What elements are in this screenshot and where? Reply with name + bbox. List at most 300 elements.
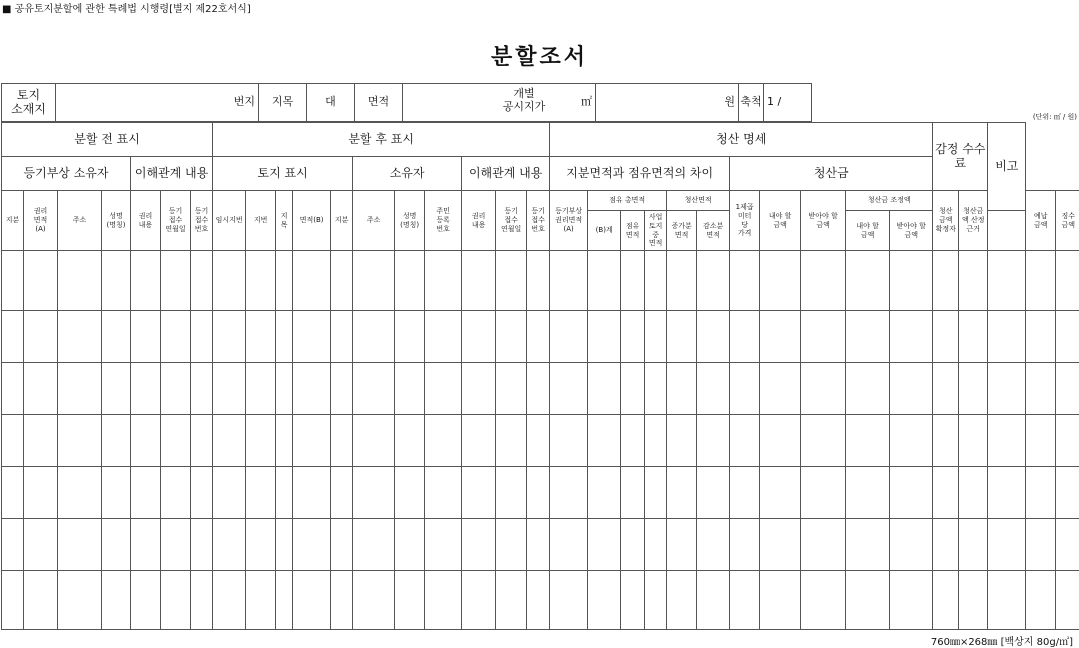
unit-note: (단위: ㎡ / 원) (1033, 112, 1077, 122)
col-right-area: 권리 면적 (A) (24, 191, 58, 251)
table-cell[interactable] (645, 311, 667, 363)
table-cell[interactable] (246, 467, 276, 519)
table-cell[interactable] (801, 519, 846, 571)
table-cell[interactable] (697, 415, 730, 467)
table-cell[interactable] (959, 571, 988, 630)
table-cell[interactable] (425, 363, 462, 415)
table-cell[interactable] (276, 415, 293, 467)
table-cell[interactable] (645, 467, 667, 519)
table-cell[interactable] (645, 251, 667, 311)
table-cell[interactable] (760, 519, 801, 571)
table-cell[interactable] (933, 311, 959, 363)
table-cell[interactable] (527, 363, 550, 415)
col-adjusted-group: 청산금 조정액 (846, 191, 933, 211)
table-cell[interactable] (246, 415, 276, 467)
table-cell[interactable] (890, 571, 933, 630)
table-cell[interactable] (331, 571, 353, 630)
table-cell[interactable] (846, 519, 890, 571)
table-cell[interactable] (527, 467, 550, 519)
table-cell[interactable] (191, 251, 213, 311)
col-serial-before: 지분 (2, 191, 24, 251)
table-cell[interactable] (102, 467, 131, 519)
table-cell[interactable] (933, 415, 959, 467)
table-cell[interactable] (1056, 519, 1079, 571)
table-cell[interactable] (246, 519, 276, 571)
table-cell[interactable] (588, 363, 621, 415)
table-cell[interactable] (933, 571, 959, 630)
table-cell[interactable] (191, 467, 213, 519)
table-cell[interactable] (2, 251, 24, 311)
table-cell[interactable] (58, 467, 102, 519)
table-cell[interactable] (213, 519, 246, 571)
table-cell[interactable] (1026, 311, 1056, 363)
table-cell[interactable] (1026, 363, 1056, 415)
table-cell[interactable] (645, 519, 667, 571)
table-cell[interactable] (395, 467, 425, 519)
table-cell[interactable] (621, 467, 645, 519)
table-cell[interactable] (527, 519, 550, 571)
col-serial-after: 지분 (331, 191, 353, 251)
table-cell[interactable] (550, 251, 588, 311)
table-cell[interactable] (462, 519, 496, 571)
table-cell[interactable] (58, 251, 102, 311)
scale-label: 축척 (739, 84, 764, 122)
col-right-content-after: 권리 내용 (462, 191, 496, 251)
header-before: 분할 전 표시 (2, 123, 213, 157)
table-cell[interactable] (462, 467, 496, 519)
table-cell[interactable] (621, 251, 645, 311)
col-receive-amount: 받아야 할 금액 (801, 191, 846, 251)
table-cell[interactable] (246, 363, 276, 415)
table-cell[interactable] (550, 571, 588, 630)
table-cell[interactable] (395, 311, 425, 363)
table-cell[interactable] (246, 571, 276, 630)
table-cell[interactable] (24, 311, 58, 363)
table-cell[interactable] (588, 251, 621, 311)
table-cell[interactable] (846, 311, 890, 363)
table-cell[interactable] (2, 415, 24, 467)
table-cell[interactable] (801, 415, 846, 467)
table-cell[interactable] (697, 251, 730, 311)
table-row (2, 415, 1079, 467)
table-cell[interactable] (58, 363, 102, 415)
table-cell[interactable] (890, 519, 933, 571)
table-cell[interactable] (131, 519, 161, 571)
table-cell[interactable] (2, 519, 24, 571)
table-cell[interactable] (293, 519, 331, 571)
table-cell[interactable] (697, 363, 730, 415)
table-cell[interactable] (425, 251, 462, 311)
table-cell[interactable] (697, 519, 730, 571)
table-cell[interactable] (550, 519, 588, 571)
table-cell[interactable] (959, 415, 988, 467)
table-cell[interactable] (353, 519, 395, 571)
table-cell[interactable] (353, 251, 395, 311)
table-cell[interactable] (102, 251, 131, 311)
table-cell[interactable] (161, 251, 191, 311)
table-cell[interactable] (1026, 571, 1056, 630)
land-category-value[interactable]: 대 (307, 84, 355, 122)
lot-no-label: 번지 (234, 95, 255, 108)
col-receipt-date-before: 등기 접수 연월일 (161, 191, 191, 251)
header-appraisal-fee: 감정 수수료 (933, 123, 988, 191)
table-cell[interactable] (588, 311, 621, 363)
table-cell[interactable] (496, 467, 527, 519)
table-cell[interactable] (730, 251, 760, 311)
table-cell[interactable] (846, 571, 890, 630)
table-cell[interactable] (58, 311, 102, 363)
table-cell[interactable] (331, 467, 353, 519)
table-cell[interactable] (131, 311, 161, 363)
table-cell[interactable] (1026, 519, 1056, 571)
table-cell[interactable] (293, 311, 331, 363)
table-cell[interactable] (959, 467, 988, 519)
table-cell[interactable] (24, 415, 58, 467)
col-pay-amount: 내야 할 금액 (760, 191, 801, 251)
col-area-b: 면적(B) (293, 191, 331, 251)
col-address-before: 주소 (58, 191, 102, 251)
area-label: 면적 (355, 84, 403, 122)
header-area-diff: 지분면적과 점유면적의 차이 (550, 157, 730, 191)
table-cell[interactable] (353, 467, 395, 519)
col-settle-decision: 청산 금액 확정자 (933, 191, 959, 251)
col-occupied-area-group: 점유 총면적 (588, 191, 667, 211)
col-address-after: 주소 (353, 191, 395, 251)
table-cell[interactable] (760, 251, 801, 311)
table-cell[interactable] (527, 251, 550, 311)
table-cell[interactable] (550, 363, 588, 415)
table-cell[interactable] (213, 251, 246, 311)
table-cell[interactable] (760, 415, 801, 467)
table-cell[interactable] (496, 363, 527, 415)
table-cell[interactable] (645, 363, 667, 415)
table-cell[interactable] (496, 519, 527, 571)
form-caption: ■ 공유토지분할에 관한 특례법 시행령[별지 제22호서식] (2, 0, 251, 15)
col-receipt-date-after: 등기 접수 연월일 (496, 191, 527, 251)
col-occ-own: 점유 면적 (621, 211, 645, 251)
table-cell[interactable] (353, 571, 395, 630)
table-cell[interactable] (760, 467, 801, 519)
currency-unit: 원 (724, 95, 735, 108)
table-cell[interactable] (988, 467, 1026, 519)
table-cell[interactable] (24, 251, 58, 311)
table-cell[interactable] (496, 251, 527, 311)
table-cell[interactable] (462, 311, 496, 363)
table-cell[interactable] (645, 415, 667, 467)
table-cell[interactable] (331, 251, 353, 311)
table-cell[interactable] (293, 363, 331, 415)
table-cell[interactable] (276, 251, 293, 311)
table-cell[interactable] (102, 571, 131, 630)
table-cell[interactable] (496, 415, 527, 467)
col-settle-basis: 청산금 액 산정 근거 (959, 191, 988, 251)
table-cell[interactable] (846, 415, 890, 467)
table-cell[interactable] (959, 251, 988, 311)
table-cell[interactable] (102, 363, 131, 415)
table-cell[interactable] (621, 311, 645, 363)
table-cell[interactable] (890, 251, 933, 311)
table-cell[interactable] (331, 415, 353, 467)
table-cell[interactable] (760, 363, 801, 415)
table-cell[interactable] (276, 571, 293, 630)
table-cell[interactable] (1056, 415, 1079, 467)
table-cell[interactable] (667, 467, 697, 519)
header-settlement: 청산 명세 (550, 123, 933, 157)
col-name-after: 성명 (명칭) (395, 191, 425, 251)
col-resident-no: 주민 등록 번호 (425, 191, 462, 251)
table-cell[interactable] (730, 467, 760, 519)
table-cell[interactable] (697, 467, 730, 519)
table-cell[interactable] (276, 467, 293, 519)
table-cell[interactable] (131, 467, 161, 519)
table-row (2, 571, 1079, 630)
table-cell[interactable] (246, 251, 276, 311)
header-interest-before: 이해관계 내용 (131, 157, 213, 191)
table-cell[interactable] (801, 571, 846, 630)
table-cell[interactable] (462, 415, 496, 467)
table-cell[interactable] (353, 363, 395, 415)
table-cell[interactable] (988, 571, 1026, 630)
col-adj-pay: 내야 할 금액 (846, 211, 890, 251)
table-cell[interactable] (890, 467, 933, 519)
table-cell[interactable] (588, 571, 621, 630)
table-cell[interactable] (1056, 311, 1079, 363)
table-cell[interactable] (496, 311, 527, 363)
table-cell[interactable] (1026, 415, 1056, 467)
col-tentative-lot: 임시지번 (213, 191, 246, 251)
table-cell[interactable] (933, 251, 959, 311)
area-value-cell[interactable] (403, 84, 596, 122)
table-cell[interactable] (933, 363, 959, 415)
table-cell[interactable] (846, 251, 890, 311)
table-cell[interactable] (959, 363, 988, 415)
table-cell[interactable] (667, 415, 697, 467)
table-cell[interactable] (730, 571, 760, 630)
col-lot-no: 지번 (246, 191, 276, 251)
land-category-label: 지목 (259, 84, 307, 122)
table-cell[interactable] (588, 415, 621, 467)
table-cell[interactable] (730, 519, 760, 571)
table-cell[interactable] (293, 571, 331, 630)
table-cell[interactable] (730, 415, 760, 467)
header-land-display: 토지 표시 (213, 157, 353, 191)
col-name-before: 성명 (명칭) (102, 191, 131, 251)
table-cell[interactable] (425, 311, 462, 363)
table-cell[interactable] (425, 467, 462, 519)
col-right-content-before: 권리 내용 (131, 191, 161, 251)
table-cell[interactable] (191, 311, 213, 363)
table-cell[interactable] (1056, 363, 1079, 415)
table-cell[interactable] (293, 415, 331, 467)
header-after: 분할 후 표시 (213, 123, 550, 157)
official-price-cell[interactable] (596, 84, 739, 122)
table-cell[interactable] (462, 251, 496, 311)
table-cell[interactable] (988, 311, 1026, 363)
table-cell[interactable] (246, 311, 276, 363)
col-occ-b: (B)계 (588, 211, 621, 251)
table-cell[interactable] (425, 519, 462, 571)
table-cell[interactable] (846, 363, 890, 415)
land-info-table (1, 83, 812, 122)
table-cell[interactable] (1056, 251, 1079, 311)
table-cell[interactable] (276, 363, 293, 415)
table-cell[interactable] (933, 519, 959, 571)
table-cell[interactable] (102, 311, 131, 363)
table-cell[interactable] (161, 467, 191, 519)
col-land-category: 지 목 (276, 191, 293, 251)
table-cell[interactable] (161, 415, 191, 467)
table-cell[interactable] (933, 467, 959, 519)
lot-no-cell[interactable] (56, 84, 259, 122)
area-unit: ㎡ (581, 95, 592, 108)
table-cell[interactable] (213, 311, 246, 363)
table-cell[interactable] (801, 311, 846, 363)
table-cell[interactable] (697, 311, 730, 363)
table-row (2, 251, 1079, 311)
table-cell[interactable] (276, 519, 293, 571)
table-cell[interactable] (353, 415, 395, 467)
table-cell[interactable] (131, 415, 161, 467)
table-cell[interactable] (161, 311, 191, 363)
table-cell[interactable] (395, 571, 425, 630)
table-cell[interactable] (1056, 571, 1079, 630)
table-cell[interactable] (667, 519, 697, 571)
table-cell[interactable] (395, 251, 425, 311)
table-cell[interactable] (161, 519, 191, 571)
table-cell[interactable] (331, 363, 353, 415)
table-cell[interactable] (213, 363, 246, 415)
page-title: 분할조서 (0, 40, 1079, 71)
col-reg-right-area: 등기부상 권리면적 (A) (550, 191, 588, 251)
table-cell[interactable] (425, 415, 462, 467)
table-cell[interactable] (621, 571, 645, 630)
table-cell[interactable] (667, 571, 697, 630)
table-cell[interactable] (760, 571, 801, 630)
official-price-label: 개별 공시지가 (500, 88, 548, 113)
table-cell[interactable] (667, 363, 697, 415)
col-prepaid: 예납 금액 (1026, 191, 1056, 251)
table-cell[interactable] (102, 415, 131, 467)
table-cell[interactable] (667, 311, 697, 363)
table-cell[interactable] (191, 415, 213, 467)
table-cell[interactable] (988, 415, 1026, 467)
table-cell[interactable] (2, 571, 24, 630)
col-adj-receive: 받아야 할 금액 (890, 211, 933, 251)
scale-value[interactable]: 1 / (764, 84, 812, 122)
table-cell[interactable] (2, 311, 24, 363)
table-cell[interactable] (131, 363, 161, 415)
table-cell[interactable] (550, 415, 588, 467)
table-cell[interactable] (801, 467, 846, 519)
table-cell[interactable] (58, 571, 102, 630)
table-cell[interactable] (161, 571, 191, 630)
table-cell[interactable] (161, 363, 191, 415)
table-cell[interactable] (988, 363, 1026, 415)
table-cell[interactable] (58, 519, 102, 571)
table-cell[interactable] (988, 519, 1026, 571)
table-cell[interactable] (24, 519, 58, 571)
table-cell[interactable] (801, 363, 846, 415)
table-cell[interactable] (191, 519, 213, 571)
table-cell[interactable] (331, 311, 353, 363)
table-cell[interactable] (58, 415, 102, 467)
table-cell[interactable] (462, 363, 496, 415)
table-cell[interactable] (331, 519, 353, 571)
table-cell[interactable] (730, 311, 760, 363)
table-cell[interactable] (1026, 251, 1056, 311)
table-cell[interactable] (645, 571, 667, 630)
table-cell[interactable] (959, 311, 988, 363)
table-cell[interactable] (213, 415, 246, 467)
table-cell[interactable] (102, 519, 131, 571)
location-label: 토지 소재지 (2, 84, 56, 122)
table-cell[interactable] (801, 251, 846, 311)
table-cell[interactable] (24, 467, 58, 519)
table-cell[interactable] (846, 467, 890, 519)
table-cell[interactable] (730, 363, 760, 415)
col-paid-amount: 징수 금액 (1056, 191, 1079, 251)
table-cell[interactable] (550, 311, 588, 363)
table-cell[interactable] (621, 415, 645, 467)
table-cell[interactable] (131, 251, 161, 311)
table-cell[interactable] (462, 571, 496, 630)
table-cell[interactable] (527, 571, 550, 630)
table-cell[interactable] (293, 251, 331, 311)
table-cell[interactable] (213, 467, 246, 519)
table-cell[interactable] (353, 311, 395, 363)
table-cell[interactable] (24, 571, 58, 630)
table-cell[interactable] (890, 415, 933, 467)
table-cell[interactable] (760, 311, 801, 363)
paper-spec: 760㎜×268㎜ [백상지 80g/㎡] (931, 633, 1073, 648)
header-owner: 소유자 (353, 157, 462, 191)
table-cell[interactable] (276, 311, 293, 363)
table-row (2, 467, 1079, 519)
table-cell[interactable] (1056, 467, 1079, 519)
col-unit-price: 1제곱 미터 당 가격 (730, 191, 760, 251)
table-cell[interactable] (2, 467, 24, 519)
table-cell[interactable] (588, 519, 621, 571)
table-cell[interactable] (527, 311, 550, 363)
table-cell[interactable] (588, 467, 621, 519)
table-cell[interactable] (550, 467, 588, 519)
table-cell[interactable] (959, 519, 988, 571)
table-cell[interactable] (131, 571, 161, 630)
table-cell[interactable] (1026, 467, 1056, 519)
table-cell[interactable] (2, 363, 24, 415)
table-cell[interactable] (425, 571, 462, 630)
table-cell[interactable] (213, 571, 246, 630)
table-cell[interactable] (24, 363, 58, 415)
table-cell[interactable] (667, 251, 697, 311)
table-cell[interactable] (395, 415, 425, 467)
table-cell[interactable] (621, 363, 645, 415)
table-cell[interactable] (496, 571, 527, 630)
table-cell[interactable] (890, 311, 933, 363)
table-cell[interactable] (890, 363, 933, 415)
col-settle-increase: 증가분 면적 (667, 211, 697, 251)
table-cell[interactable] (395, 363, 425, 415)
table-cell[interactable] (621, 519, 645, 571)
table-cell[interactable] (527, 415, 550, 467)
table-cell[interactable] (191, 363, 213, 415)
table-cell[interactable] (395, 519, 425, 571)
header-remarks: 비고 (988, 123, 1026, 211)
table-cell[interactable] (191, 571, 213, 630)
table-cell[interactable] (988, 251, 1026, 311)
table-cell[interactable] (293, 467, 331, 519)
table-cell[interactable] (697, 571, 730, 630)
